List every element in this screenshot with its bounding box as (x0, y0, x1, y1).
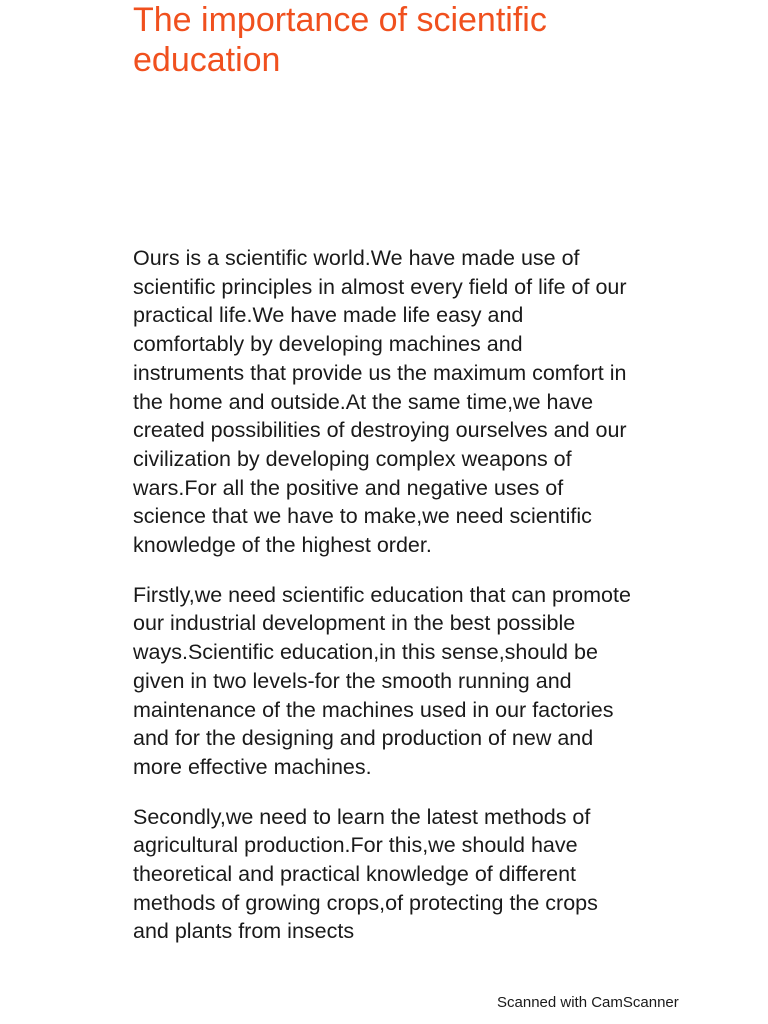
paragraph-2: Firstly,we need scientific education that can promote our industrial development in the best possible ways.Scientific education,in this sense,should be given in two levels-for the smooth running and maintenance of the machines used in our factories and for the designing and production of new and more effective machines. (133, 582, 631, 779)
camscanner-watermark: Scanned with CamScanner (497, 994, 679, 1011)
document-title: The importance of scientific education (133, 1, 547, 79)
paragraph-3: Secondly,we need to learn the latest methods of agricultural production.For this,we should have theoretical and practical knowledge of different methods of growing crops,of protecting the crops and plants from insects (133, 804, 598, 944)
paragraph-1: Ours is a scientific world.We have made use of scientific principles in almost every field of life of our practical life.We have made life easy and comfortably by developing machines and instruments that provide us the maximum comfort in the home and outside.At the same time,we have created possibilities of destroying ourselves and our civilization by developing complex weapons of wars.For all the positive and negative uses of science that we have to make,we need scientific knowledge of the highest order. (133, 246, 627, 558)
document-body (133, 244, 638, 992)
